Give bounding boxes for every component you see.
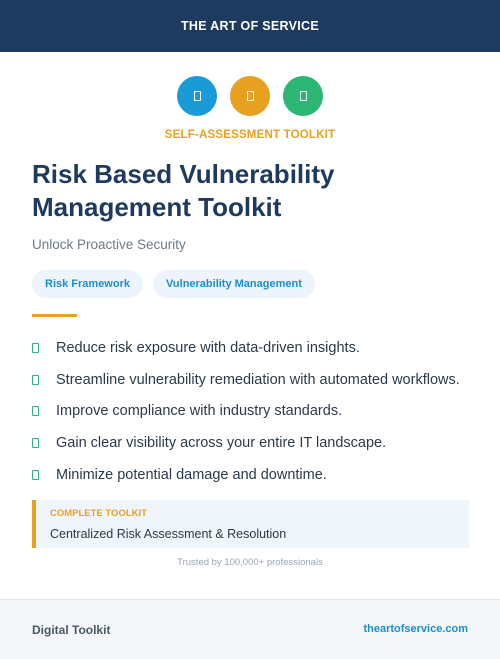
check-icon (32, 375, 39, 385)
list-item: Gain clear visibility across your entire IT landscape. (32, 427, 492, 459)
callout-box (32, 500, 469, 548)
list-item: Improve compliance with industry standards. (32, 395, 492, 427)
tag-risk-framework: Risk Framework (32, 270, 143, 298)
callout-label: COMPLETE TOOLKIT (50, 508, 147, 519)
tag-vulnerability-management: Vulnerability Management (153, 270, 315, 298)
check-icon (32, 343, 39, 353)
kicker-label: SELF-ASSESSMENT TOOLKIT (164, 129, 336, 141)
check-icon (32, 470, 39, 480)
list-item: Minimize potential damage and downtime. (32, 459, 492, 491)
document-icon (230, 76, 270, 116)
brand-name: THE ART OF SERVICE (180, 19, 320, 33)
footer-link[interactable]: theartofservice.com (363, 623, 468, 635)
subtitle: Unlock Proactive Security (32, 237, 186, 252)
header-bar (0, 0, 500, 52)
tag-list (32, 270, 315, 298)
icon-row (0, 76, 500, 116)
benefit-list (32, 332, 492, 490)
check-icon (32, 406, 39, 416)
check-icon (32, 438, 39, 448)
document-icon (177, 76, 217, 116)
document-icon (283, 76, 323, 116)
footer-label: Digital Toolkit (32, 623, 111, 637)
list-item: Reduce risk exposure with data-driven insights. (32, 332, 492, 364)
divider (32, 314, 77, 317)
callout-text: Centralized Risk Assessment & Resolution (50, 527, 287, 541)
footer (0, 599, 500, 659)
trust-note: Trusted by 100,000+ professionals (177, 557, 323, 568)
list-item: Streamline vulnerability remediation with automated workflows. (32, 364, 492, 396)
page-title: Risk Based Vulnerability Management Toolkit (32, 159, 335, 222)
